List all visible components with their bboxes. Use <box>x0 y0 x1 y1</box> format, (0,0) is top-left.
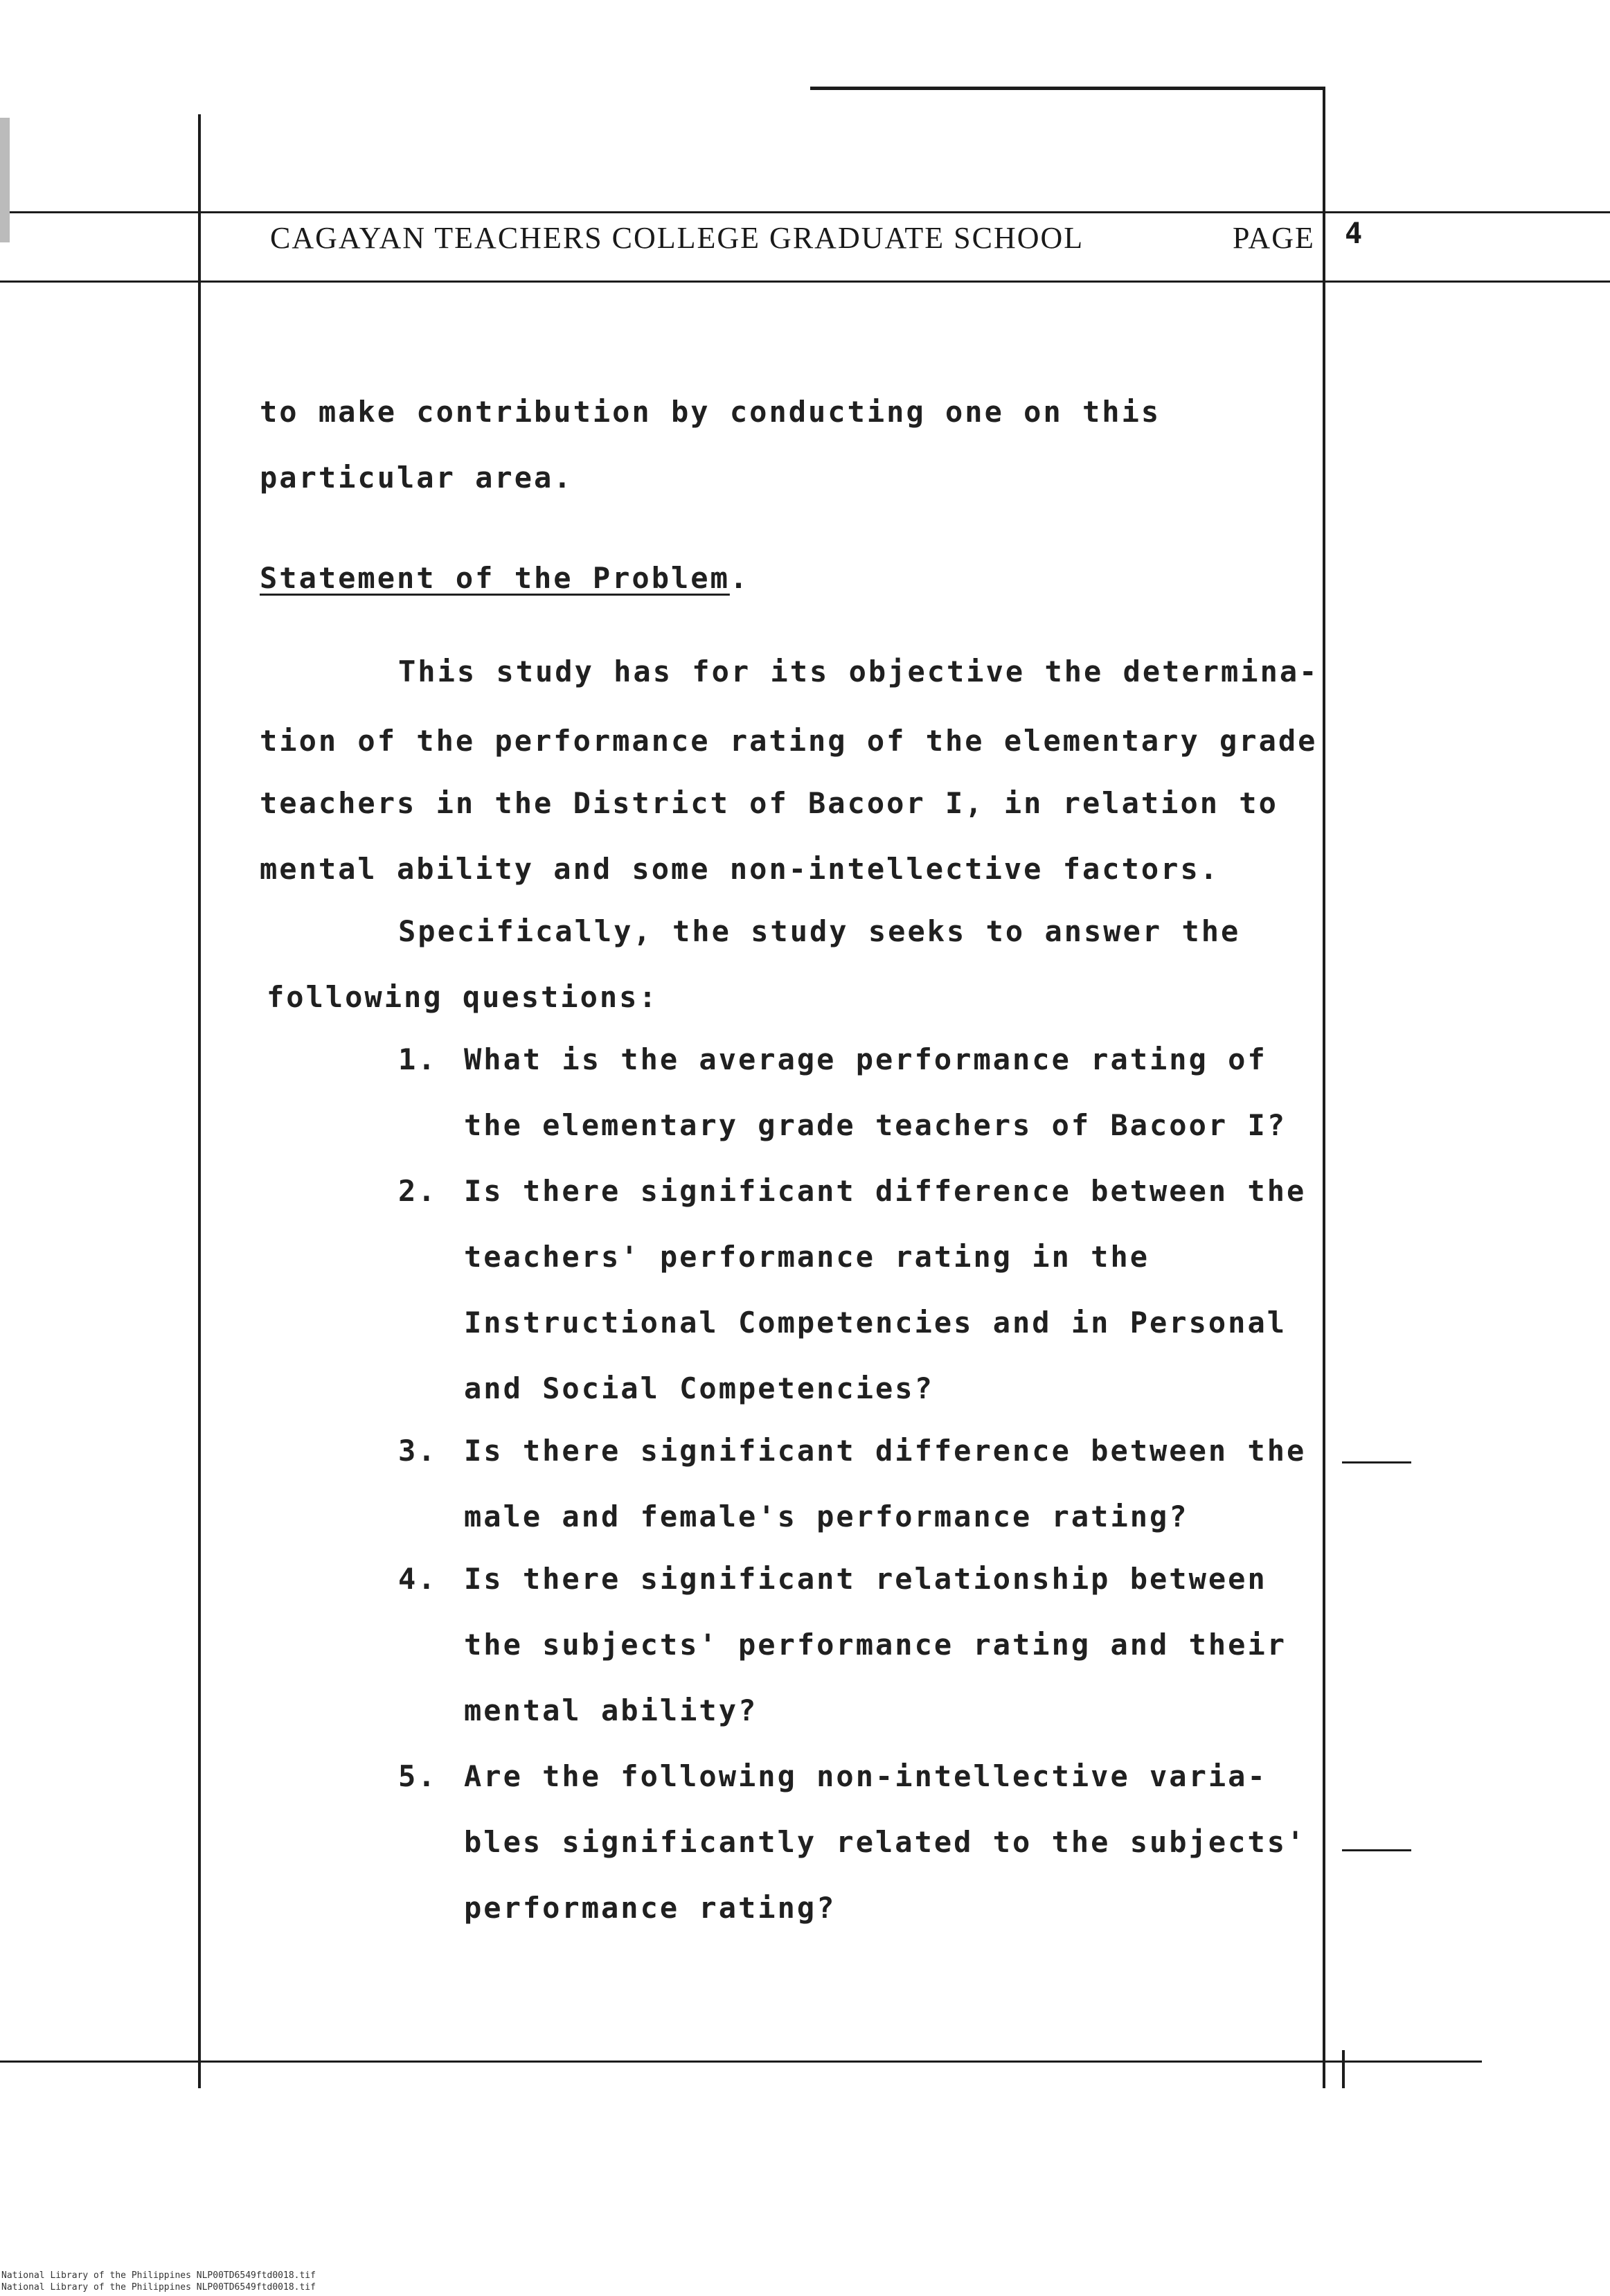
footer-source-line: National Library of the Philippines NLP00TD6549ftd0018.tif <box>1 2282 316 2293</box>
question-line: male and female's performance rating? <box>464 1499 1189 1533</box>
footer-source-line: National Library of the Philippines NLP00TD6549ftd0018.tif <box>1 2270 316 2281</box>
paragraph-line: mental ability and some non-intellective factors. <box>260 852 1220 886</box>
section-heading-period: . <box>729 561 750 595</box>
question-line: mental ability? <box>464 1693 758 1727</box>
far-right-margin-rule <box>1342 2050 1345 2088</box>
question-number: 5. <box>398 1759 438 1793</box>
question-line: performance rating? <box>464 1891 837 1925</box>
bottom-rule <box>0 2061 1482 2063</box>
question-line: Is there significant difference between the <box>464 1174 1307 1208</box>
page-number: 4 <box>1345 216 1363 250</box>
question-line: Is there significant difference between the <box>464 1434 1307 1468</box>
section-heading <box>260 561 749 595</box>
question-line: and Social Competencies? <box>464 1371 934 1405</box>
question-number: 1. <box>398 1042 438 1076</box>
page-label: PAGE <box>1233 221 1315 255</box>
left-margin-rule <box>198 114 201 2088</box>
question-line: Instructional Competencies and in Personal <box>464 1306 1287 1340</box>
section-heading-text: Statement of the Problem <box>260 561 730 595</box>
question-line: bles significantly related to the subjects' <box>464 1825 1307 1859</box>
top-short-rule <box>810 87 1324 90</box>
question-line: What is the average performance rating of <box>464 1042 1267 1076</box>
question-line: the elementary grade teachers of Bacoor I? <box>464 1108 1287 1142</box>
intro-line: particular area. <box>260 461 573 495</box>
specific-line: following questions: <box>267 980 659 1014</box>
binding-edge-mark <box>0 118 10 242</box>
right-margin-rule <box>1323 87 1325 2088</box>
question-line: Is there significant relationship between <box>464 1562 1267 1596</box>
question-line: teachers' performance rating in the <box>464 1240 1150 1274</box>
paragraph-line: teachers in the District of Bacoor I, in relation to <box>260 786 1278 820</box>
page-title: CAGAYAN TEACHERS COLLEGE GRADUATE SCHOOL <box>270 221 1084 255</box>
intro-line: to make contribution by conducting one on this <box>260 395 1161 429</box>
right-margin-tick-lower <box>1342 1849 1411 1851</box>
question-line: Are the following non-intellective varia- <box>464 1759 1267 1793</box>
right-margin-tick-upper <box>1342 1461 1411 1463</box>
question-line: the subjects' performance rating and their <box>464 1628 1287 1662</box>
header-top-rule <box>0 211 1610 213</box>
specific-line: Specifically, the study seeks to answer the <box>398 914 1241 948</box>
question-number: 3. <box>398 1434 438 1468</box>
question-number: 4. <box>398 1562 438 1596</box>
question-number: 2. <box>398 1174 438 1208</box>
paragraph-line: tion of the performance rating of the elementary grade <box>260 724 1318 758</box>
paragraph-line: This study has for its objective the determina- <box>398 655 1319 688</box>
header-bottom-rule <box>0 281 1610 283</box>
